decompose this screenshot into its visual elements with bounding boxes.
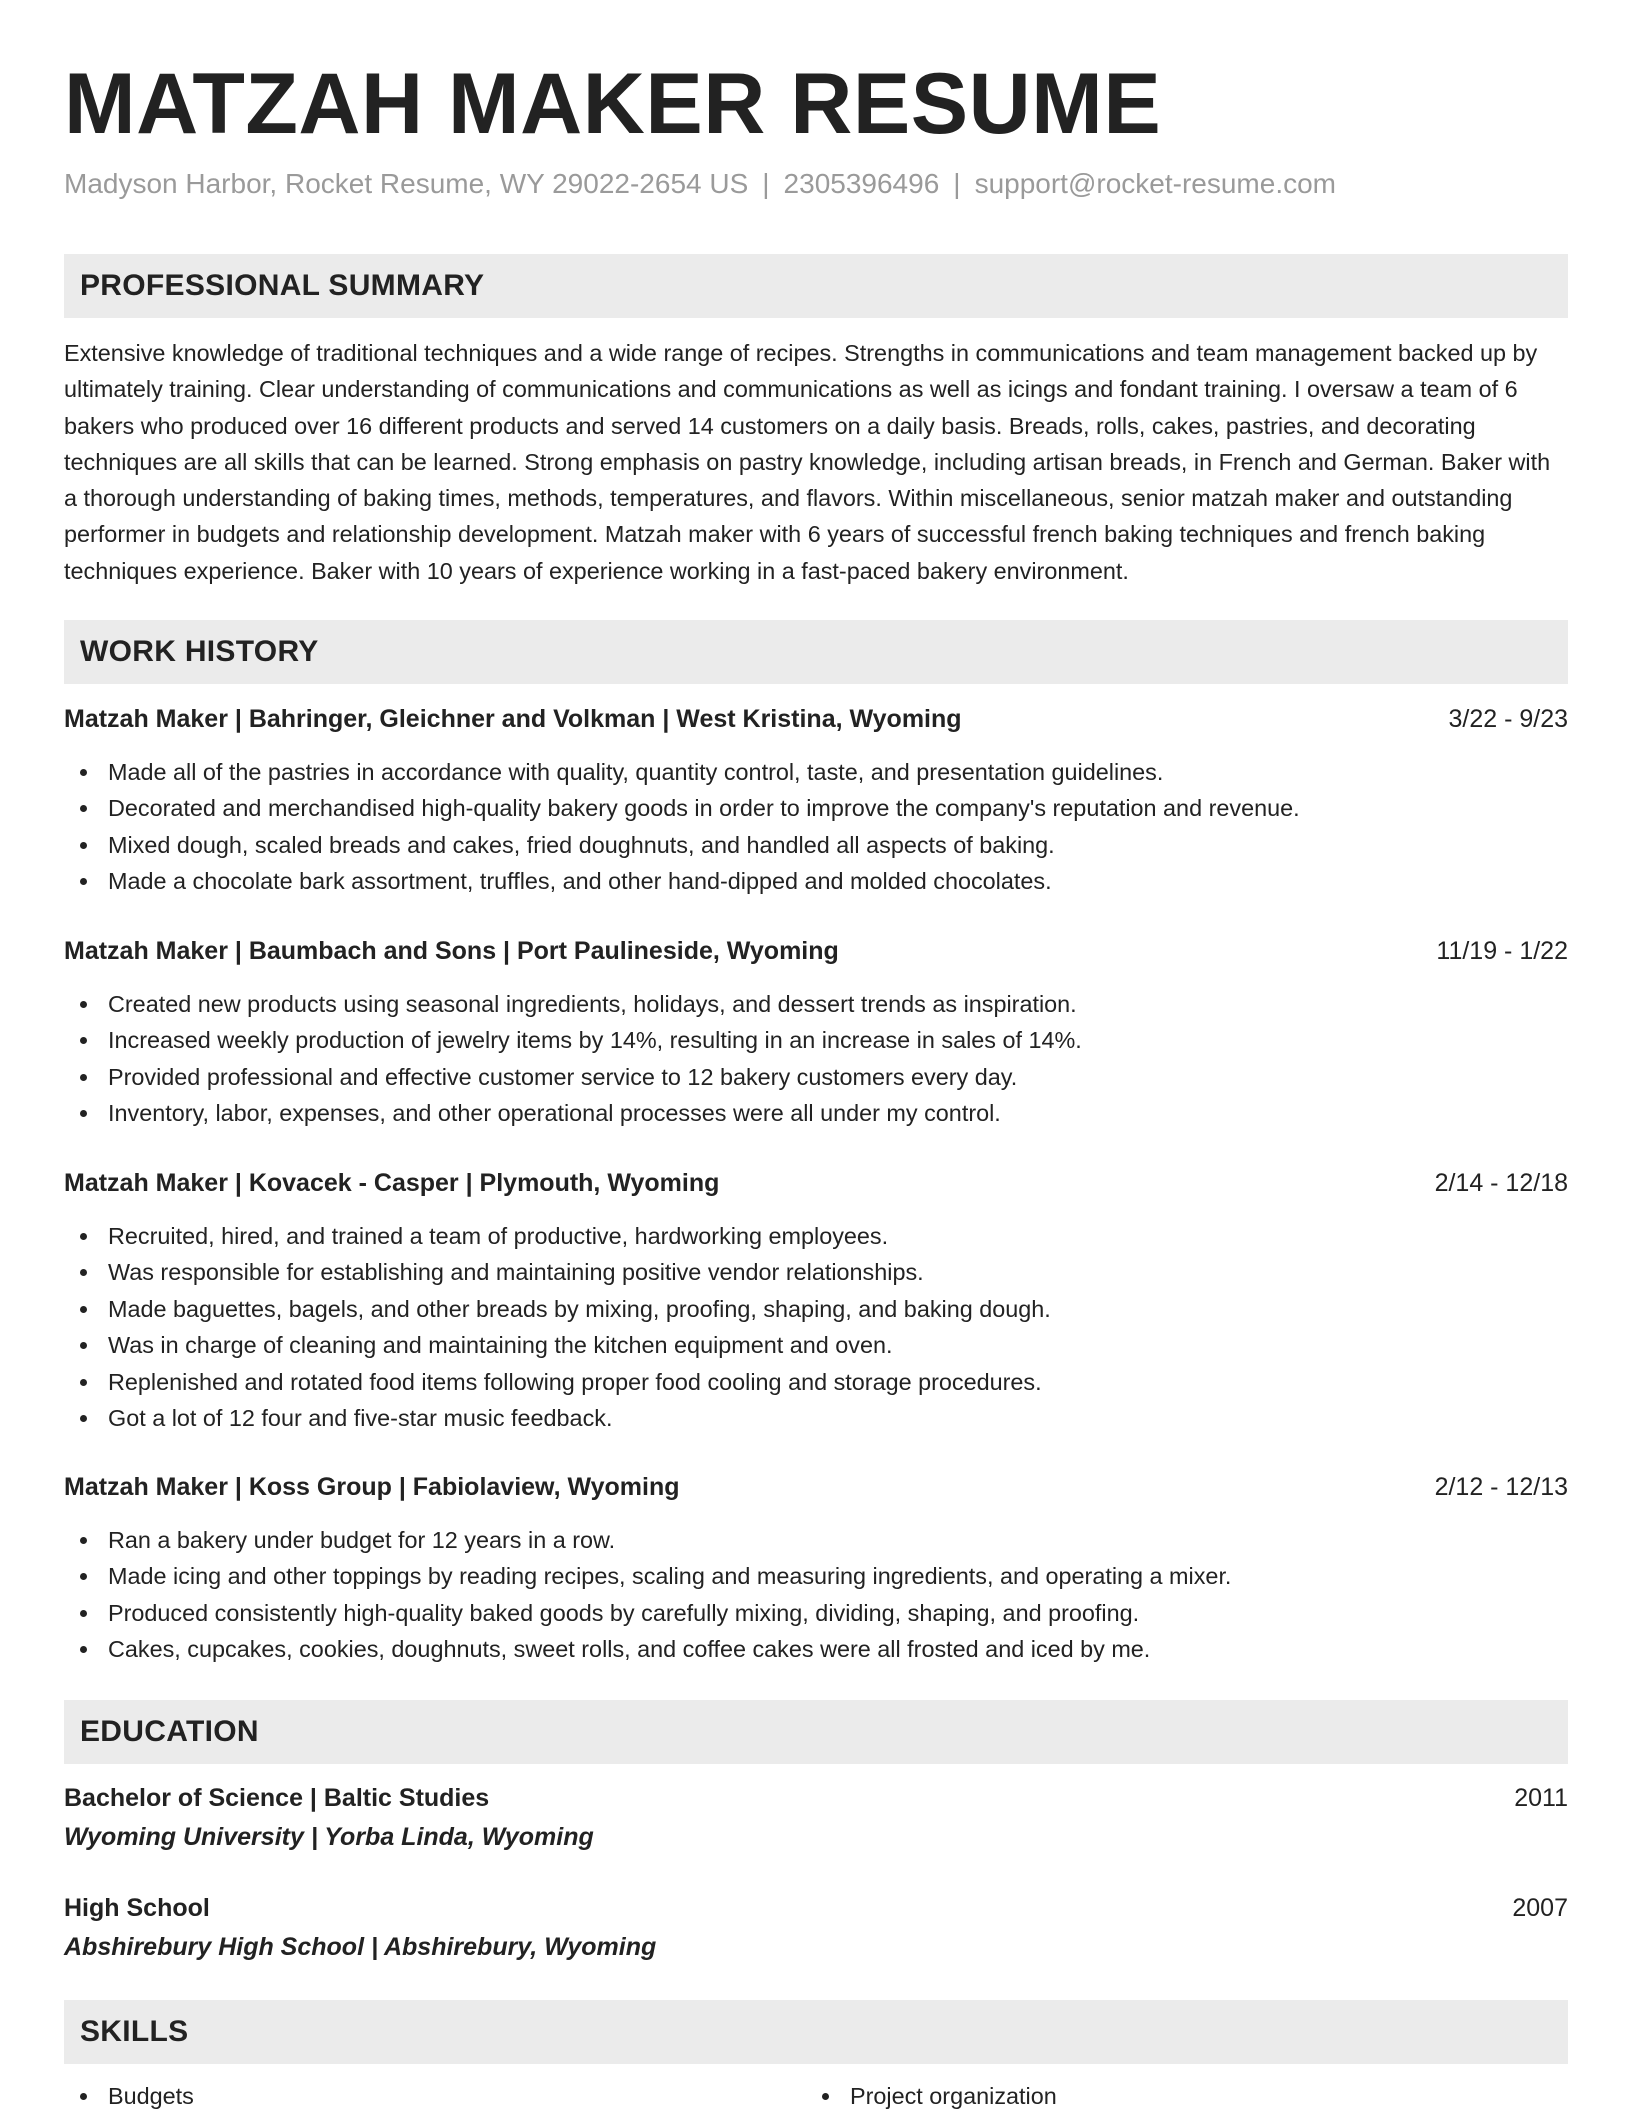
bullet-item <box>64 1059 1568 1095</box>
bullet-dot <box>80 1342 87 1349</box>
section-header-work-history <box>64 620 1568 684</box>
resume-title: MATZAH MAKER RESUME <box>64 56 1162 152</box>
skills-list-left <box>64 2078 194 2114</box>
section-title: PROFESSIONAL SUMMARY <box>80 269 485 302</box>
bullet-item <box>64 1327 1568 1363</box>
job-title: Matzah Maker | Koss Group | Fabiolaview, Wyoming <box>64 1473 680 1501</box>
bullet-item <box>64 1595 1568 1631</box>
bullet-dot <box>80 1646 87 1653</box>
bullet-text: Made a chocolate bark assortment, truffles, and other hand-dipped and molded chocolates. <box>108 868 1052 895</box>
bullet-text: Made icing and other toppings by reading recipes, scaling and measuring ingredients, and operating a mixer. <box>108 1563 1232 1590</box>
bullet-item <box>64 1522 1568 1558</box>
bullet-item <box>64 754 1568 790</box>
contact-separator: | <box>953 168 961 199</box>
job-heading <box>64 699 1568 739</box>
education-school: Abshirebury High School | Abshirebury, Wyoming <box>64 1933 657 1961</box>
bullet-dot <box>80 1306 87 1313</box>
bullet-dot <box>80 1001 87 1008</box>
section-header-summary <box>64 254 1568 318</box>
job-title: Matzah Maker | Baumbach and Sons | Port Paulineside, Wyoming <box>64 937 839 965</box>
bullet-dot <box>80 1610 87 1617</box>
job-title: Matzah Maker | Bahringer, Gleichner and Volkman | West Kristina, Wyoming <box>64 705 962 733</box>
job-heading <box>64 931 1568 971</box>
education-year: 2011 <box>1514 1784 1568 1812</box>
bullet-text: Decorated and merchandised high-quality bakery goods in order to improve the company's reputation and revenue. <box>108 795 1300 822</box>
contact-phone: 2305396496 <box>783 168 940 199</box>
section-title: SKILLS <box>80 2015 189 2048</box>
bullet-text: Inventory, labor, expenses, and other operational processes were all under my control. <box>108 1100 1001 1127</box>
bullet-text: Replenished and rotated food items following proper food cooling and storage procedures. <box>108 1368 1042 1395</box>
job-bullets <box>64 1522 1568 1668</box>
section-title: EDUCATION <box>80 1715 259 1748</box>
section-header-education <box>64 1700 1568 1764</box>
education-degree: Bachelor of Science | Baltic Studies <box>64 1784 490 1812</box>
job-bullets <box>64 986 1568 1132</box>
bullet-item <box>64 1400 1568 1436</box>
summary-text: Extensive knowledge of traditional techniques and a wide range of recipes. Strengths in communications and team management backed up by ultimately training. Clear understanding of communications and communications as well as icings and fondant training. I oversaw a team of 6 bakers who produced over 16 different products and served 14 customers on a daily basis. Breads, rolls, cakes, pastries, and decorating techniques are all skills that can be learned. Strong emphasis on pastry knowledge, including artisan breads, in French and German. Baker with a thorough understanding of baking times, methods, temperatures, and flavors. Within miscellaneous, senior matzah maker and outstanding performer in budgets and relationship development. Matzah maker with 6 years of successful french baking techniques and french baking techniques experience. Baker with 10 years of experience working in a fast-paced bakery environment. <box>64 340 1551 584</box>
bullet-text: Increased weekly production of jewelry items by 14%, resulting in an increase in sales of 14%. <box>108 1027 1082 1054</box>
contact-address: Madyson Harbor, Rocket Resume, WY 29022-2654 US <box>64 168 749 199</box>
contact-line <box>64 164 1336 204</box>
bullet-item <box>64 1364 1568 1400</box>
job-dates: 11/19 - 1/22 <box>1436 937 1568 965</box>
bullet-text: Was in charge of cleaning and maintaining the kitchen equipment and oven. <box>108 1332 893 1359</box>
bullet-dot <box>80 1233 87 1240</box>
bullet-dot <box>80 1110 87 1117</box>
section-title: WORK HISTORY <box>80 635 319 668</box>
bullet-item <box>64 790 1568 826</box>
education-school: Wyoming University | Yorba Linda, Wyoming <box>64 1823 594 1851</box>
bullet-text: Cakes, cupcakes, cookies, doughnuts, sweet rolls, and coffee cakes were all frosted and iced by me. <box>108 1636 1151 1663</box>
bullet-text: Made baguettes, bagels, and other breads by mixing, proofing, shaping, and baking dough. <box>108 1295 1051 1322</box>
bullet-dot <box>80 1074 87 1081</box>
bullet-text: Recruited, hired, and trained a team of productive, hardworking employees. <box>108 1223 889 1249</box>
job-dates: 2/14 - 12/18 <box>1434 1169 1568 1197</box>
education-heading <box>64 1888 1568 1928</box>
contact-separator: | <box>762 168 770 199</box>
job-title: Matzah Maker | Kovacek - Casper | Plymouth, Wyoming <box>64 1169 720 1197</box>
job-bullets <box>64 1218 1568 1436</box>
bullet-dot <box>80 1537 87 1544</box>
bullet-item <box>64 1558 1568 1594</box>
education-heading <box>64 1778 1568 1818</box>
education-year: 2007 <box>1512 1894 1568 1922</box>
section-header-skills <box>64 2000 1568 2064</box>
bullet-text: Got a lot of 12 four and five-star music feedback. <box>108 1405 613 1432</box>
bullet-item <box>64 1254 1568 1290</box>
bullet-dot <box>80 1037 87 1044</box>
bullet-dot <box>822 2093 829 2100</box>
bullet-dot <box>80 842 87 849</box>
bullet-text: Was responsible for establishing and maintaining positive vendor relationships. <box>108 1259 924 1286</box>
bullet-dot <box>80 805 87 812</box>
bullet-text: Created new products using seasonal ingredients, holidays, and dessert trends as inspiration. <box>108 991 1077 1017</box>
job-heading <box>64 1163 1568 1203</box>
bullet-item <box>64 1022 1568 1058</box>
bullet-item <box>64 986 1568 1022</box>
job-dates: 3/22 - 9/23 <box>1448 705 1568 733</box>
bullet-text: Provided professional and effective customer service to 12 bakery customers every day. <box>108 1063 1018 1090</box>
skill-item <box>64 2078 194 2114</box>
bullet-item <box>64 827 1568 863</box>
contact-email: support@rocket-resume.com <box>974 168 1336 199</box>
skill-item <box>806 2078 1057 2114</box>
bullet-dot <box>80 878 87 885</box>
bullet-dot <box>80 1573 87 1580</box>
bullet-text: Made all of the pastries in accordance with quality, quantity control, taste, and presentation guidelines. <box>108 759 1164 785</box>
bullet-text: Ran a bakery under budget for 12 years in a row. <box>108 1527 616 1553</box>
bullet-item <box>64 1218 1568 1254</box>
job-heading <box>64 1467 1568 1507</box>
bullet-dot <box>80 1269 87 1276</box>
skill-text: Project organization <box>850 2083 1057 2109</box>
bullet-dot <box>80 1415 87 1422</box>
bullet-item <box>64 1631 1568 1667</box>
bullet-dot <box>80 769 87 776</box>
job-bullets <box>64 754 1568 900</box>
skills-list-right <box>806 2078 1057 2114</box>
bullet-item <box>64 1095 1568 1131</box>
bullet-dot <box>80 2093 87 2100</box>
bullet-text: Mixed dough, scaled breads and cakes, fried doughnuts, and handled all aspects of baking. <box>108 831 1055 858</box>
education-degree: High School <box>64 1894 210 1922</box>
bullet-dot <box>80 1379 87 1386</box>
skill-text: Budgets <box>108 2083 194 2109</box>
bullet-text: Produced consistently high-quality baked goods by carefully mixing, dividing, shaping, and proofing. <box>108 1599 1140 1626</box>
bullet-item <box>64 863 1568 899</box>
bullet-item <box>64 1291 1568 1327</box>
job-dates: 2/12 - 12/13 <box>1434 1473 1568 1501</box>
